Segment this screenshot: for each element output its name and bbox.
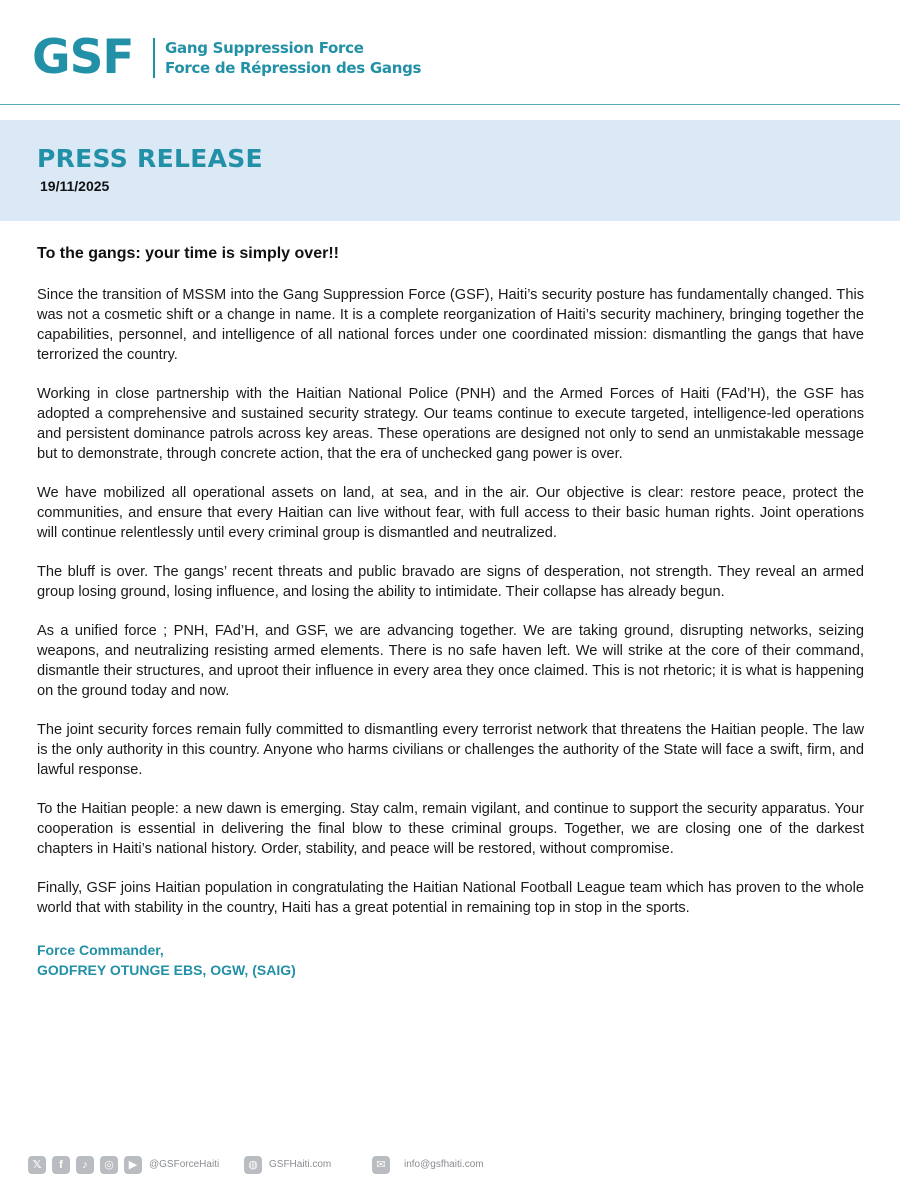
signatory-name: GODFREY OTUNGE EBS, OGW, (SAIG) (37, 962, 296, 978)
release-date: 19/11/2025 (40, 178, 110, 194)
social-handle[interactable]: @GSForceHaiti (149, 1159, 220, 1170)
press-release-banner (0, 120, 900, 221)
signatory-title: Force Commander, (37, 942, 164, 958)
gsf-logo: GSF (32, 30, 134, 85)
header-divider (0, 104, 900, 105)
org-name-english: Gang Suppression Force (165, 39, 364, 57)
paragraph: As a unified force ; PNH, FAd’H, and GSF, we are advancing together. We are taking ground, disrupting networks, seizing weapons, and neutralizing resisting armed elements. There is no safe haven left. We will strike at the core of their command, dismantle their structures, and uproot their influence in every area they once claimed. This is not rhetoric; it is what is happening on the ground today and now. (37, 623, 864, 699)
paragraph: The bluff is over. The gangs’ recent threats and public bravado are signs of desperation, not strength. They reveal an armed group losing ground, losing influence, and losing the ability to intimidate. Their collapse has already begun. (37, 564, 864, 600)
tiktok-icon[interactable]: ♪ (76, 1156, 94, 1174)
globe-icon: ◍ (244, 1156, 262, 1174)
logo-divider (153, 38, 155, 78)
email-link[interactable]: info@gsfhaiti.com (404, 1159, 484, 1170)
letterhead (0, 0, 900, 106)
paragraph: Working in close partnership with the Haitian National Police (PNH) and the Armed Forces of Haiti (FAd’H), the GSF has adopted a comprehensive and sustained security strategy. Our teams continue to execute targeted, intelligence-led operations and persistent dominance patrols across key areas. These operations are designed not only to send an unmistakable message but to demonstrate, through concrete action, that the era of unchecked gang power is over. (37, 386, 864, 462)
footer (28, 1156, 878, 1178)
paragraph: Finally, GSF joins Haitian population in congratulating the Haitian National Football League team which has proven to the whole world that with stability in the country, Haiti has a great potential in remaining top in stop in the sports. (37, 880, 864, 916)
x-icon[interactable]: 𝕏 (28, 1156, 46, 1174)
instagram-icon[interactable]: ◎ (100, 1156, 118, 1174)
signature-block (37, 940, 864, 980)
org-name-french: Force de Répression des Gangs (165, 59, 422, 77)
website-link[interactable]: GSFHaiti.com (269, 1159, 332, 1170)
paragraph: We have mobilized all operational assets on land, at sea, and in the air. Our objective is clear: restore peace, protect the communities, and ensure that every Haitian can live without fear, with full access to their basic human rights. Joint operations will continue relentlessly until every criminal group is dismantled and neutralized. (37, 485, 864, 541)
paragraph: To the Haitian people: a new dawn is emerging. Stay calm, remain vigilant, and continue to support the security apparatus. Your cooperation is essential in delivering the final blow to these criminal groups. Together, we are closing one of the darkest chapters in Haiti’s national history. Order, stability, and peace will be restored, without compromise. (37, 801, 864, 857)
headline: To the gangs: your time is simply over!! (37, 245, 339, 262)
paragraph: The joint security forces remain fully committed to dismantling every terrorist network that threatens the Haitian people. The law is the only authority in this country. Anyone who harms civilians or challenges the authority of the State will face a swift, firm, and lawful response. (37, 722, 864, 778)
mail-icon: ✉ (372, 1156, 390, 1174)
youtube-icon[interactable]: ▶ (124, 1156, 142, 1174)
document-title: PRESS RELEASE (37, 144, 263, 173)
release-body (37, 245, 864, 980)
facebook-icon[interactable]: f (52, 1156, 70, 1174)
paragraph: Since the transition of MSSM into the Gang Suppression Force (GSF), Haiti’s security posture has fundamentally changed. This was not a cosmetic shift or a change in name. It is a complete reorganization of Haiti’s security machinery, bringing together the capabilities, personnel, and intelligence of all national forces under one coordinated mission: dismantling the gangs that have terrorized the country. (37, 287, 864, 363)
